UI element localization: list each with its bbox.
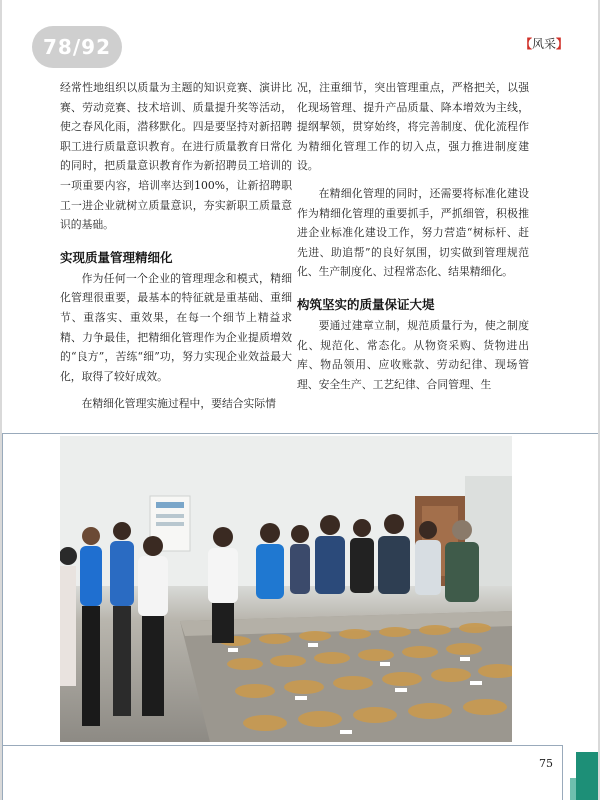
page-counter-badge[interactable]: 78/92 (32, 26, 122, 68)
divider-top (2, 433, 598, 434)
divider-right (562, 745, 563, 800)
right-text-column (297, 78, 529, 394)
heading-quality-embankment: 构筑坚实的质量保证大堤 (297, 296, 435, 312)
section-tag-open-bracket: 【 (519, 37, 532, 51)
right-paragraph-2: 在精细化管理的同时，还需要将标准化建设作为精细化管理的重要抓手，严抓细管，积极推进企业标准化建设工作，努力营造“树标杆、赶先进、助追帮”的良好氛围，切实做到管理规范化、生产制度化、过程常态化、结果精细化。 (297, 186, 529, 279)
page-number: 75 (539, 757, 553, 770)
divider-bottom (2, 745, 562, 746)
inspection-photo (60, 436, 512, 742)
corner-accent-bar (576, 752, 598, 800)
left-paragraph-2: 作为任何一个企业的管理理念和模式，精细化管理很重要，最基本的特征就是重基础、重细节、重落实、重效果，在每一个细节上精益求精、力争最佳，把精细化管理作为企业提质增效的“良方”，苦练“细”功，努力实现企业效益最大化，取得了较好成效。 (60, 271, 292, 383)
section-tag (520, 35, 568, 52)
corner-accent-bar-light (570, 778, 576, 800)
section-tag-close-bracket: 】 (555, 37, 568, 51)
left-paragraph-1: 经常性地组织以质量为主题的知识竞赛、演讲比赛、劳动竞赛、技术培训、质量提升奖等活动，使之春风化雨，潜移默化。四是要坚持对新招聘职工进行质量意识教育。在进行质量教育日常化的同时，把质量意识教育作为新招聘员工培训的一项重要内容，培训率达到100%，让新招聘职工一进企业就树立质量意识，夯实新职工质量意识的基础。 (60, 81, 292, 232)
left-text-column (60, 78, 292, 414)
right-paragraph-1: 况，注重细节，突出管理重点，严格把关，以强化现场管理、提升产品质量、降本增效为主线，提纲挈领，贯穿始终，将完善制度、优化流程作为精细化管理工作的切入点，强力推进制度建设。 (297, 81, 529, 173)
inspection-photo-illustration (60, 436, 512, 742)
magazine-page (2, 0, 598, 800)
section-tag-label: 风采 (531, 37, 556, 51)
left-paragraph-3: 在精细化管理实施过程中，要结合实际情 (81, 397, 276, 411)
divider-left (2, 433, 3, 800)
heading-refined-management: 实现质量管理精细化 (60, 249, 173, 265)
right-paragraph-3: 要通过建章立制，规范质量行为，使之制度化、规范化、常态化。从物资采购、货物进出库、物品领用、应收账款、劳动纪律、现场管理、安全生产、工艺纪律、合同管理、生 (297, 318, 529, 391)
